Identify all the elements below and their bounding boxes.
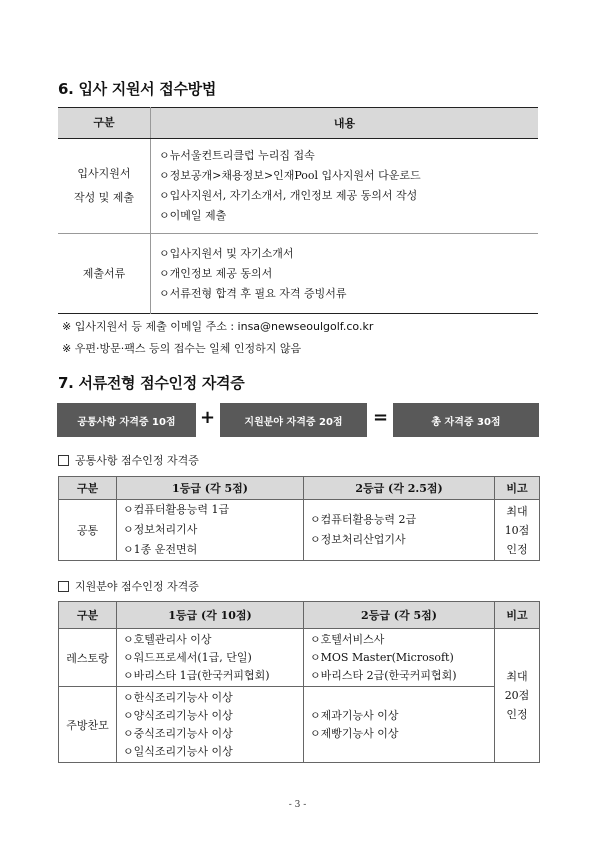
note-email: ※ 입사지원서 등 제출 이메일 주소 : insa@newseoulgolf.co.kr — [62, 320, 374, 333]
total-cert-banner: 총 자격증 30점 — [393, 403, 539, 437]
list-item: ㅇ이메일 제출 — [159, 209, 227, 222]
table-row — [59, 629, 540, 687]
list-item: ㅇ워드프로세서(1급, 단일) — [123, 650, 252, 664]
field-subtitle — [58, 578, 199, 594]
remark-line: 인정 — [506, 708, 528, 721]
common-subtitle — [58, 452, 199, 468]
remark-line: 20점 — [504, 689, 530, 702]
list-item: ㅇ1종 운전면허 — [123, 543, 198, 556]
row-label: 레스토랑 — [59, 629, 117, 687]
list-item: ㅇ입사지원서 및 자기소개서 — [159, 246, 294, 260]
row-label: 주방찬모 — [59, 687, 117, 763]
subtitle-text: 공통사항 점수인정 자격증 — [75, 454, 199, 467]
remark-line: 최대 — [506, 504, 528, 518]
row-items — [151, 139, 539, 234]
table-row — [58, 139, 538, 234]
table-header: 구분 — [59, 477, 117, 500]
section7-title: 7. 서류전형 점수인정 자격증 — [58, 374, 245, 392]
subtitle-text: 지원분야 점수인정 자격증 — [75, 580, 199, 593]
grade1-cell — [117, 629, 304, 687]
row-label-line: 입사지원서 — [77, 167, 131, 180]
list-item: ㅇ뉴서울컨트리클럽 누리집 접속 — [159, 149, 315, 162]
row-label — [58, 234, 151, 314]
table-row — [58, 234, 538, 314]
row-label — [58, 139, 151, 234]
checkbox-icon — [58, 581, 69, 592]
row-label: 공통 — [59, 500, 117, 561]
table-header: 구분 — [58, 108, 151, 139]
field-cert-table — [58, 601, 540, 763]
table-header: 2등급 (각 2.5점) — [304, 477, 495, 500]
remark-line: 인정 — [506, 542, 528, 556]
list-item: ㅇ일식조리기능사 이상 — [123, 744, 233, 758]
note-submission: ※ 우편·방문·팩스 등의 접수는 일체 인정하지 않음 — [62, 342, 302, 355]
list-item: ㅇMOS Master(Microsoft) — [310, 650, 454, 664]
table-header: 내용 — [151, 108, 539, 139]
table-row — [59, 500, 540, 561]
page-number: - 3 - — [288, 800, 307, 810]
list-item: ㅇ컴퓨터활용능력 1급 — [123, 503, 230, 516]
list-item: ㅇ제과기능사 이상 — [310, 708, 399, 722]
common-cert-table — [58, 476, 540, 561]
remark-cell — [495, 500, 540, 561]
row-items — [151, 234, 539, 314]
field-cert-banner: 지원분야 자격증 20점 — [220, 403, 367, 437]
list-item: ㅇ개인정보 제공 동의서 — [159, 266, 273, 280]
table-header: 비고 — [495, 477, 540, 500]
list-item: ㅇ중식조리기능사 이상 — [123, 726, 233, 740]
equals-sign: = — [373, 407, 389, 428]
row-label-line: 작성 및 제출 — [73, 191, 135, 204]
remark-line: 최대 — [506, 670, 528, 683]
table-header: 1등급 (각 5점) — [117, 477, 304, 500]
list-item: ㅇ호텔관리사 이상 — [123, 632, 212, 646]
table-header: 2등급 (각 5점) — [304, 602, 495, 629]
grade2-cell — [304, 500, 495, 561]
list-item: ㅇ바리스타 1급(한국커피협회) — [123, 668, 270, 682]
list-item: ㅇ한식조리기능사 이상 — [123, 690, 233, 704]
table-header: 구분 — [59, 602, 117, 629]
list-item: ㅇ정보처리산업기사 — [310, 533, 406, 546]
section6-title: 6. 입사 지원서 접수방법 — [58, 80, 217, 98]
list-item: ㅇ제빵기능사 이상 — [310, 726, 399, 740]
grade1-cell — [117, 500, 304, 561]
list-item: ㅇ바리스타 2급(한국커피협회) — [310, 668, 457, 682]
table-header: 비고 — [495, 602, 540, 629]
list-item: ㅇ양식조리기능사 이상 — [123, 708, 233, 722]
row-label-line: 제출서류 — [82, 266, 126, 280]
list-item: ㅇ정보처리기사 — [123, 523, 198, 536]
list-item: ㅇ서류전형 합격 후 필요 자격 증빙서류 — [159, 286, 347, 300]
grade1-cell — [117, 687, 304, 763]
checkbox-icon — [58, 455, 69, 466]
plus-sign: + — [200, 407, 216, 428]
list-item: ㅇ정보공개>채용정보>인재Pool 입사지원서 다운로드 — [159, 169, 421, 182]
table-header: 1등급 (각 10점) — [117, 602, 304, 629]
list-item: ㅇ컴퓨터활용능력 2급 — [310, 513, 417, 526]
remark-line: 10점 — [504, 523, 530, 537]
application-method-table — [58, 107, 538, 314]
common-cert-banner: 공통사항 자격증 10점 — [57, 403, 196, 437]
grade2-cell — [304, 687, 495, 763]
list-item: ㅇ입사지원서, 자기소개서, 개인정보 제공 동의서 작성 — [159, 189, 418, 202]
table-row — [59, 687, 540, 763]
list-item: ㅇ호텔서비스사 — [310, 632, 385, 646]
grade2-cell — [304, 629, 495, 687]
remark-cell — [495, 629, 540, 763]
